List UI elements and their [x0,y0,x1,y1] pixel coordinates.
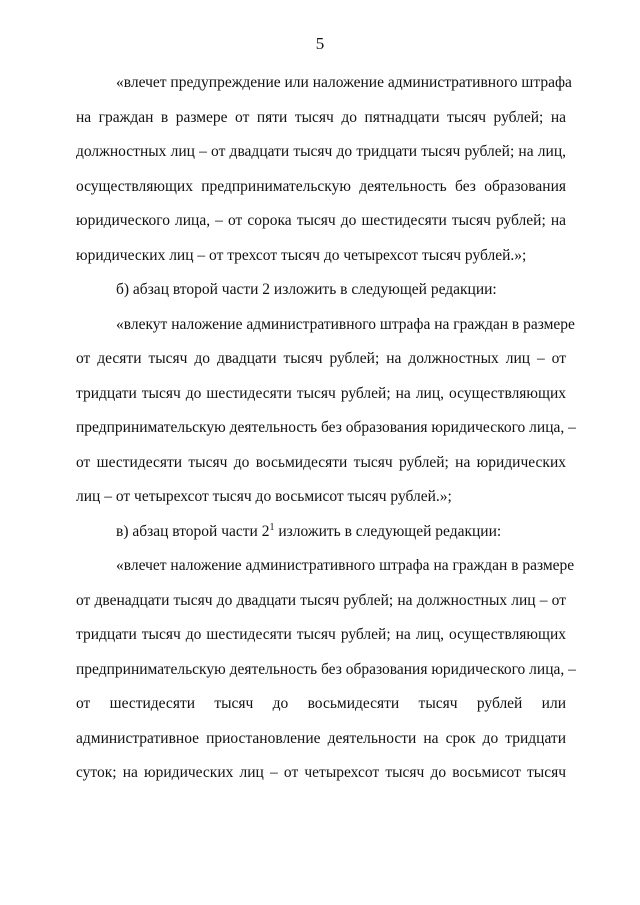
text-line: от десяти тысяч до двадцати тысяч рублей; на должностных лиц – от [76,350,566,367]
document-body [76,66,576,791]
text-line: тридцати тысяч до шестидесяти тысяч рублей; на лиц, осуществляющих [76,384,566,402]
text-line: от шестидесяти тысяч до восьмидесяти тысяч рублей; на юридических [76,453,566,471]
text-line: от двенадцати тысяч до двадцати тысяч рублей; на должностных лиц – от [76,591,566,609]
text-line: предпринимательскую деятельность без образования юридического лица, – [76,660,576,678]
text-fragment: изложить в следующей редакции: [274,522,502,540]
text-fragment: в) абзац второй части 2 [116,522,270,540]
text-line: юридического лица, – от сорока тысяч до шестидесяти тысяч рублей; на [76,212,566,229]
superscript: 1 [269,521,275,533]
text-line: осуществляющих предпринимательскую деятельность без образования [76,177,566,195]
text-line: административное приостановление деятельности на срок до тридцати [76,729,566,747]
text-line: юридических лиц – от трехсот тысяч до четырехсот тысяч рублей.»; [76,246,527,264]
text-line: тридцати тысяч до шестидесяти тысяч рублей; на лиц, осуществляющих [76,626,566,643]
text-line: «влекут наложение административного штрафа на граждан в размере [116,315,575,333]
text-line: предпринимательскую деятельность без образования юридического лица, – [76,419,576,436]
text-line: суток; на юридических лиц – от четырехсот тысяч до восьмисот тысяч [76,764,566,781]
text-line: «влечет наложение административного штрафа на граждан в размере [116,557,575,574]
text-line: от шестидесяти тысяч до восьмидесяти тысяч рублей или [76,695,566,712]
text-line: должностных лиц – от двадцати тысяч до тридцати тысяч рублей; на лиц, [76,143,566,160]
text-line: на граждан в размере от пяти тысяч до пятнадцати тысяч рублей; на [76,108,566,126]
text-line-with-superscript [76,515,566,550]
page-number: 5 [315,34,325,53]
text-line: «влечет предупреждение или наложение административного штрафа [116,74,572,91]
text-line: б) абзац второй части 2 изложить в следующей редакции: [116,281,497,298]
text-line: лиц – от четырехсот тысяч до восьмисот тысяч рублей.»; [76,488,452,505]
